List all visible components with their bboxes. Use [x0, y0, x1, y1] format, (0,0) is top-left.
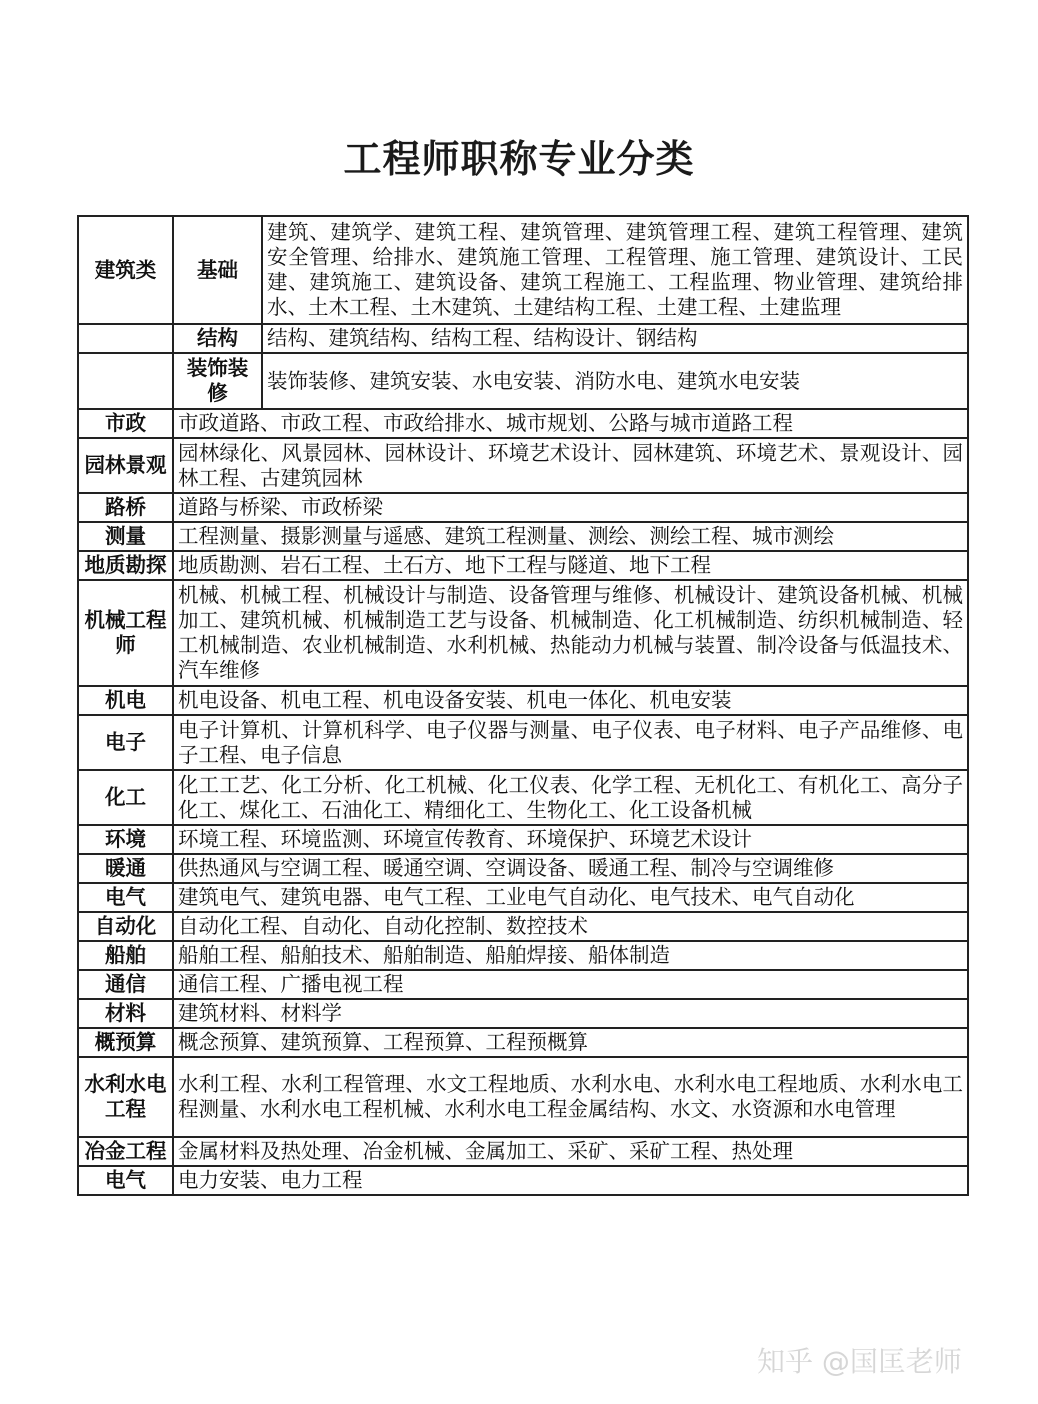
- table-row: [78, 970, 968, 999]
- category-cell: 水利水电工程: [78, 1057, 173, 1137]
- items-cell: 工程测量、摄影测量与遥感、建筑工程测量、测绘、测绘工程、城市测绘: [173, 522, 968, 551]
- table-row: [78, 353, 968, 409]
- table-row: [78, 324, 968, 353]
- table-row: [78, 1166, 968, 1195]
- table-row: [78, 493, 968, 522]
- items-cell: 通信工程、广播电视工程: [173, 970, 968, 999]
- table-row: [78, 715, 968, 770]
- items-cell: 电力安装、电力工程: [173, 1166, 968, 1195]
- category-cell: 机电: [78, 686, 173, 715]
- category-cell: 测量: [78, 522, 173, 551]
- table-row: [78, 551, 968, 580]
- category-cell: 通信: [78, 970, 173, 999]
- items-cell: 机械、机械工程、机械设计与制造、设备管理与维修、机械设计、建筑设备机械、机械加工、建筑机械、机械制造工艺与设备、机械制造、化工机械制造、纺织机械制造、轻工机械制造、农业机械制造、水利机械、热能动力机械与装置、制冷设备与低温技术、汽车维修: [173, 580, 968, 686]
- category-cell: 船舶: [78, 941, 173, 970]
- category-cell-empty: [78, 324, 173, 353]
- category-cell: 暖通: [78, 854, 173, 883]
- items-cell: 金属材料及热处理、冶金机械、金属加工、采矿、采矿工程、热处理: [173, 1137, 968, 1166]
- items-cell: 电子计算机、计算机科学、电子仪器与测量、电子仪表、电子材料、电子产品维修、电子工程、电子信息: [173, 715, 968, 770]
- table-row: [78, 825, 968, 854]
- subcategory-cell: 基础: [173, 216, 262, 324]
- items-cell: 供热通风与空调工程、暖通空调、空调设备、暖通工程、制冷与空调维修: [173, 854, 968, 883]
- table-row: [78, 1057, 968, 1137]
- items-cell: 建筑电气、建筑电器、电气工程、工业电气自动化、电气技术、电气自动化: [173, 883, 968, 912]
- category-cell: 材料: [78, 999, 173, 1028]
- subcategory-cell: 装饰装修: [173, 353, 262, 409]
- table-row: [78, 854, 968, 883]
- table-row: [78, 770, 968, 825]
- items-cell: 地质勘测、岩石工程、土石方、地下工程与隧道、地下工程: [173, 551, 968, 580]
- items-cell: 环境工程、环境监测、环境宣传教育、环境保护、环境艺术设计: [173, 825, 968, 854]
- watermark-text: 知乎 @国匡老师: [757, 1345, 962, 1378]
- table-row: [78, 580, 968, 686]
- items-cell: 船舶工程、船舶技术、船舶制造、船舶焊接、船体制造: [173, 941, 968, 970]
- category-cell: 电子: [78, 715, 173, 770]
- items-cell: 装饰装修、建筑安装、水电安装、消防水电、建筑水电安装: [262, 353, 968, 409]
- table-row: [78, 216, 968, 324]
- items-cell: 结构、建筑结构、结构工程、结构设计、钢结构: [262, 324, 968, 353]
- category-cell: 环境: [78, 825, 173, 854]
- items-cell: 化工工艺、化工分析、化工机械、化工仪表、化学工程、无机化工、有机化工、高分子化工、煤化工、石油化工、精细化工、生物化工、化工设备机械: [173, 770, 968, 825]
- items-cell: 市政道路、市政工程、市政给排水、城市规划、公路与城市道路工程: [173, 409, 968, 438]
- category-cell: 电气: [78, 883, 173, 912]
- category-cell: 地质勘探: [78, 551, 173, 580]
- subcategory-cell: 结构: [173, 324, 262, 353]
- items-cell: 概念预算、建筑预算、工程预算、工程预概算: [173, 1028, 968, 1057]
- table-row: [78, 522, 968, 551]
- items-cell: 机电设备、机电工程、机电设备安装、机电一体化、机电安装: [173, 686, 968, 715]
- category-cell: 电气: [78, 1166, 173, 1195]
- category-cell: 路桥: [78, 493, 173, 522]
- category-cell: 建筑类: [78, 216, 173, 324]
- table-row: [78, 999, 968, 1028]
- category-cell: 化工: [78, 770, 173, 825]
- category-cell: 概预算: [78, 1028, 173, 1057]
- category-cell: 市政: [78, 409, 173, 438]
- items-cell: 道路与桥梁、市政桥梁: [173, 493, 968, 522]
- items-cell: 自动化工程、自动化、自动化控制、数控技术: [173, 912, 968, 941]
- table-row: [78, 1028, 968, 1057]
- items-cell: 建筑材料、材料学: [173, 999, 968, 1028]
- category-cell: 机械工程师: [78, 580, 173, 686]
- category-cell: 园林景观: [78, 438, 173, 493]
- profession-table: [77, 215, 969, 1196]
- items-cell: 建筑、建筑学、建筑工程、建筑管理、建筑管理工程、建筑工程管理、建筑安全管理、给排水、建筑施工管理、工程管理、施工管理、建筑设计、工民建、建筑施工、建筑设备、建筑工程施工、工程监理、物业管理、建筑给排水、土木工程、土木建筑、土建结构工程、土建工程、土建监理: [262, 216, 968, 324]
- table-row: [78, 912, 968, 941]
- category-cell: 自动化: [78, 912, 173, 941]
- table-row: [78, 941, 968, 970]
- table-row: [78, 409, 968, 438]
- items-cell: 园林绿化、风景园林、园林设计、环境艺术设计、园林建筑、环境艺术、景观设计、园林工程、古建筑园林: [173, 438, 968, 493]
- table-row: [78, 1137, 968, 1166]
- page-title: 工程师职称专业分类: [343, 137, 695, 181]
- table-row: [78, 438, 968, 493]
- items-cell: 水利工程、水利工程管理、水文工程地质、水利水电、水利水电工程地质、水利水电工程测量、水利水电工程机械、水利水电工程金属结构、水文、水资源和水电管理: [173, 1057, 968, 1137]
- category-cell-empty: [78, 353, 173, 409]
- table-row: [78, 883, 968, 912]
- category-cell: 冶金工程: [78, 1137, 173, 1166]
- table-row: [78, 686, 968, 715]
